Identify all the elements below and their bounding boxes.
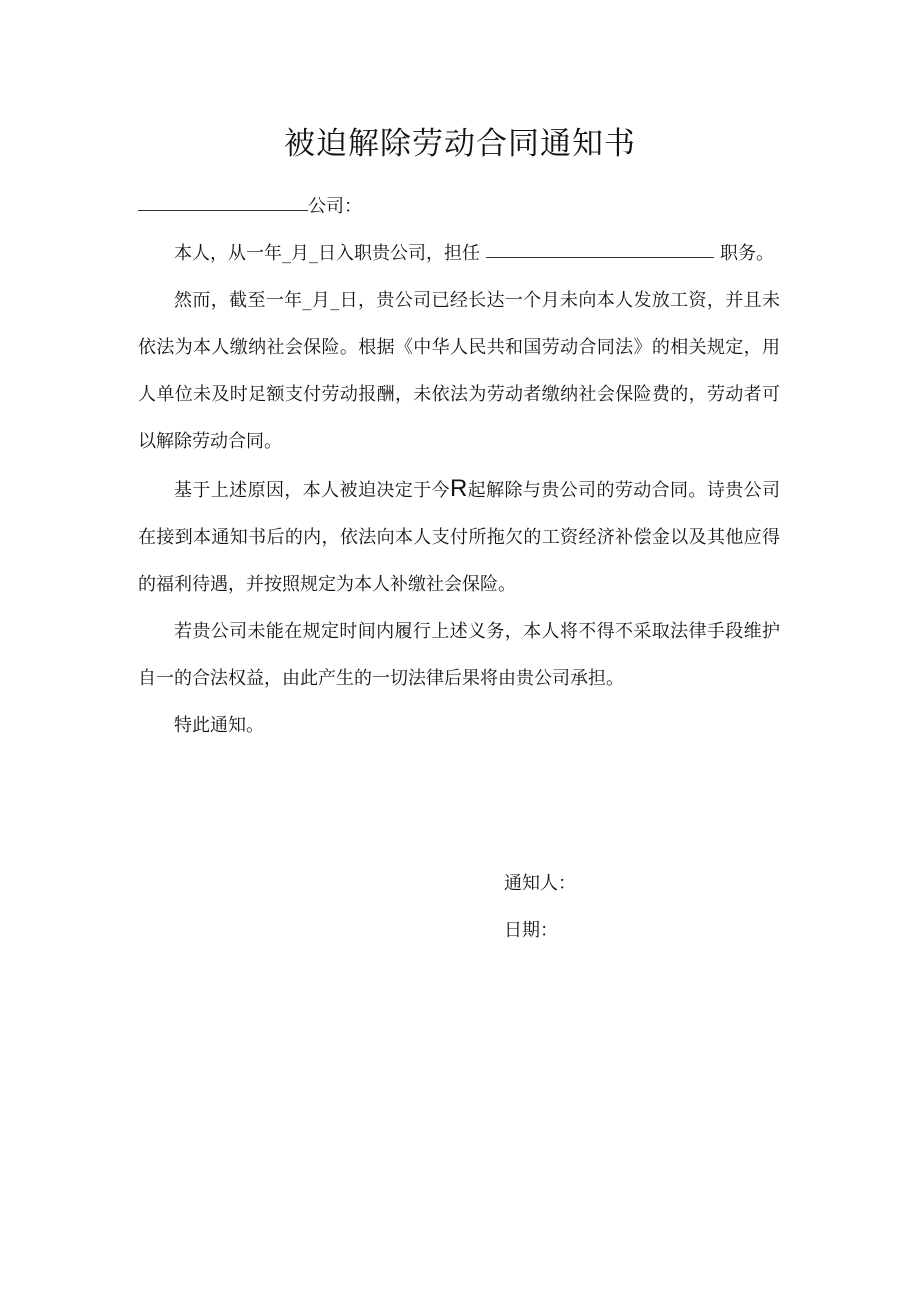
document-body [138,183,780,749]
paragraph-employment [138,230,780,277]
paragraph-consequence: 若贵公司未能在规定时间内履行上述义务，本人将不得不采取法律手段维护自一的合法权益，由此产生的一切法律后果将由贵公司承担。 [138,621,780,689]
paragraph-decision [138,465,780,608]
signature-block [504,860,576,954]
date-label: 日期： [504,920,558,941]
company-name-blank [138,209,308,211]
position-blank [486,256,714,258]
employment-suffix: 职务。 [720,243,774,264]
decision-text-after: 起解除与贵公司的劳动合同。诗贵公司在接到本通知书后的内，依法向本人支付所拖欠的工资经济补偿金以及其他应得的福利待遇，并按照规定为本人补缴社会保险。 [138,480,781,595]
paragraph-reason: 然而，截至一年_月_日，贵公司已经长达一个月未向本人发放工资，并且未依法为本人缴纳社会保险。根据《中华人民共和国劳动合同法》的相关规定，用人单位未及时足额支付劳动报酬，未依法为劳动者缴纳社会保险费的，劳动者可以解除劳动合同。 [138,290,780,452]
document-title: 被迫解除劳动合同通知书 [284,126,636,162]
decision-text-before: 基于上述原因，本人被迫决定于今 [174,480,450,501]
decision-glyph: R [449,475,468,502]
salutation-suffix: 公司： [308,196,362,217]
employment-text: 本人，从一年_月_日入职贵公司，担任 [174,243,480,264]
notifier-label: 通知人： [504,873,576,894]
closing-line: 特此通知。 [174,715,264,736]
salutation-line [138,183,780,230]
